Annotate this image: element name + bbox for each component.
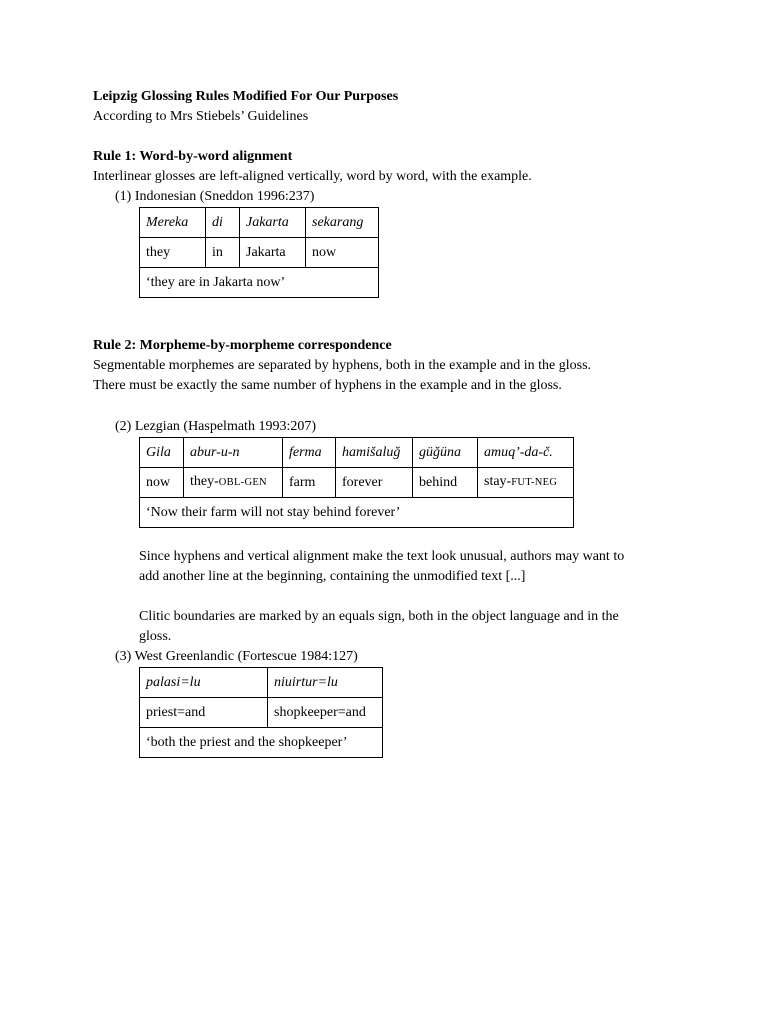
example3-label: (3) West Greenlandic (Fortescue 1984:127) (115, 649, 358, 664)
example1-word-row (140, 208, 379, 238)
example2-label: (2) Lezgian (Haspelmath 1993:207) (115, 419, 316, 434)
document-subtitle: According to Mrs Stiebels’ Guidelines (93, 109, 309, 124)
example2-gloss: now (140, 468, 184, 498)
example1-gloss-row (140, 238, 379, 268)
example3-gloss: shopkeeper=and (268, 698, 383, 728)
gloss-small-caps: FUT-NEG (511, 477, 558, 488)
example2-translation-row (140, 498, 574, 528)
document-page (93, 87, 653, 758)
example2-gloss (184, 468, 283, 498)
example2-gloss-table (139, 437, 574, 528)
example1-word: Mereka (140, 208, 206, 238)
example2-gloss: behind (413, 468, 478, 498)
rule2-note-hyphens: Since hyphens and vertical alignment make the text look unusual, authors may want to add another line at the beginning, containing the unmodified text [...] (139, 549, 625, 584)
example2-word: hamišaluğ (336, 438, 413, 468)
example3-translation: ‘both the priest and the shopkeeper’ (140, 728, 383, 758)
example1-gloss: they (140, 238, 206, 268)
example2-word: amuq’-da-č. (478, 438, 574, 468)
example1-word: Jakarta (240, 208, 306, 238)
example1-gloss: in (206, 238, 240, 268)
example2-translation: ‘Now their farm will not stay behind forever’ (140, 498, 574, 528)
gloss-prefix: they- (190, 474, 219, 489)
example3-word: niuirtur=lu (268, 668, 383, 698)
example2-gloss (478, 468, 574, 498)
gloss-small-caps: OBL-GEN (218, 477, 267, 488)
example1-gloss: now (306, 238, 379, 268)
example3-translation-row (140, 728, 383, 758)
example1-word: sekarang (306, 208, 379, 238)
rule2-heading: Rule 2: Morpheme-by-morpheme correspondence (93, 338, 392, 353)
rule2-note-clitics: Clitic boundaries are marked by an equals sign, both in the object language and in the gloss. (139, 609, 619, 644)
example2-word: ferma (283, 438, 336, 468)
example3-gloss-row (140, 698, 383, 728)
example1-gloss: Jakarta (240, 238, 306, 268)
example1-translation-row (140, 268, 379, 298)
example2-word: abur-u-n (184, 438, 283, 468)
example3-word-row (140, 668, 383, 698)
example2-word: güğüna (413, 438, 478, 468)
example2-gloss-row (140, 468, 574, 498)
example3-gloss: priest=and (140, 698, 268, 728)
example2-gloss: forever (336, 468, 413, 498)
rule2-text: Segmentable morphemes are separated by hyphens, both in the example and in the gloss. There must be exactly the same number of hyphens in the example and in the gloss. (93, 358, 592, 393)
rule1-heading: Rule 1: Word-by-word alignment (93, 149, 293, 164)
gloss-prefix: stay- (484, 474, 512, 489)
example2-gloss: farm (283, 468, 336, 498)
document-title: Leipzig Glossing Rules Modified For Our Purposes (93, 89, 399, 104)
example2-word: Gila (140, 438, 184, 468)
example1-word: di (206, 208, 240, 238)
example3-gloss-table (139, 667, 383, 758)
example1-label: (1) Indonesian (Sneddon 1996:237) (115, 189, 315, 204)
example1-gloss-table (139, 207, 379, 298)
example1-translation: ‘they are in Jakarta now’ (140, 268, 379, 298)
example3-word: palasi=lu (140, 668, 268, 698)
example2-word-row (140, 438, 574, 468)
rule1-text: Interlinear glosses are left-aligned vertically, word by word, with the example. (93, 169, 532, 184)
